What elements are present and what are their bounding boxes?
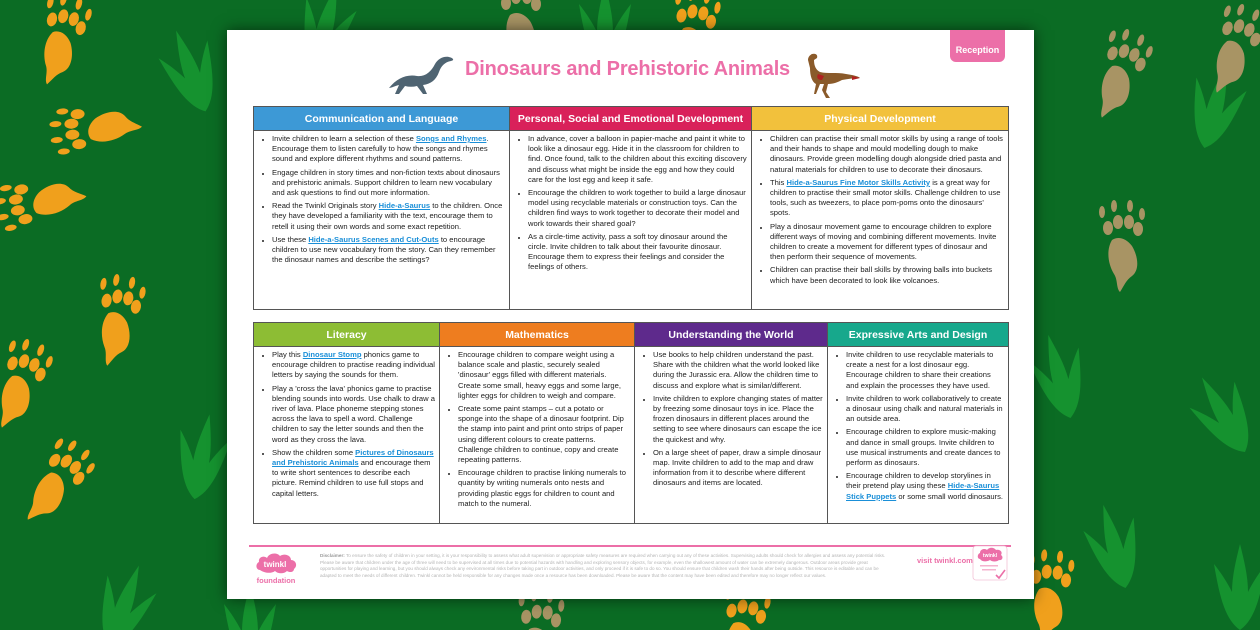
areas-row-2 xyxy=(253,322,1009,524)
activity-item: • Create some paint stamps – cut a potato or sponge into the shape of a dinosaur footprint. Dip the stamp into paint and print onto strips of paper using different colours to create patterns. Challenge children to continue, copy and create repeating patterns. xyxy=(458,404,630,465)
activity-item: • Invite children to explore changing states of matter by freezing some dinosaur toys in ice. Place the frozen dinosaurs in different places around the setting to see where dinosaurs can escape the ice the quickest and why. xyxy=(653,394,823,445)
area-header: Literacy xyxy=(254,323,439,347)
activity-item: • Encourage children to develop storylines in their pretend play using these Hide-a-Saurus Stick Puppets or some small world dinosaurs. xyxy=(846,471,1004,502)
title-row xyxy=(227,52,1034,102)
pictures-of-dinosaurs-link[interactable]: Pictures of Dinosaurs and Prehistoric Animals xyxy=(272,447,434,468)
activity-item: • In advance, cover a balloon in papier-mache and paint it white to look like a dinosaur egg. Hide it in the classroom for children to find. Once found, talk to the children about this exciting discovery and discuss what might be inside the egg and how they could care for the lost egg and keep it safe. xyxy=(528,134,747,185)
document-title: Dinosaurs and Prehistoric Animals xyxy=(465,58,790,80)
activity-item: • Children can practise their small motor skills by using a range of tools and their hands to shape and mould modelling dough to make dinosaurs. Provide green modelling dough alongside dried pasta and natural materials for children to use to decorate their dinosaurs. xyxy=(770,134,1004,175)
area-header: Communication and Language xyxy=(254,107,509,131)
disclaimer-text: Disclaimer: To ensure the safety of children in your setting, it is your responsibility to assess what adult supervision or appropriate safety measures are required when carrying out any of these activities. Supervising adults should check for allergies and assess any potential risks. Please be aware that children under the age of three will need to be supervised at all times due to potential hazards with handling and exploring sensory objects, for example, even the shallowest amount of water can be extremely dangerous. Outdoor areas provide great opportunities for playing and learning, but you should always check any environmental risks before taking part in outdoor activities, and only proceed if it is safe to do so. You should ensure that children wash their hands after being outside. This resource is editable and can be adapted to meet the needs of different children. Twinkl cannot be held responsible for any changes made once a resource has been downloaded. Please be aware that the content may have been edited and therefore may no longer reflect our values. xyxy=(320,553,886,578)
svg-text:foundation: foundation xyxy=(256,576,296,585)
footer-divider xyxy=(249,545,1011,547)
activity-item: • Invite children to work collaboratively to create a dinosaur using chalk and natural materials in an outside area. xyxy=(846,394,1004,425)
areas-row-1 xyxy=(253,106,1009,310)
activity-item: • Read the Twinkl Originals story Hide-a-Saurus to the children. Once they have developed a familiarity with the text, encourage them to retell it using their own words and some exact repetition. xyxy=(272,201,505,232)
svg-text:twinkl: twinkl xyxy=(263,560,287,569)
area-header: Expressive Arts and Design xyxy=(828,323,1008,347)
area-mathematics xyxy=(440,323,635,523)
activity-item: • Encourage children to explore music-making and dance in small groups. Invite children to use musical instruments and create dances to perform as dinosaurs. xyxy=(846,427,1004,468)
activity-item: • This Hide-a-Saurus Fine Motor Skills Activity is a great way for children to practise their small motor skills. Challenge children to use tools, such as tweezers, to place pom-poms onto the dinosaurs' spots. xyxy=(770,178,1004,219)
area-expressive-arts-and-design xyxy=(828,323,1008,523)
activity-item: • Children can practise their ball skills by throwing balls into buckets which have been decorated to look like volcanoes. xyxy=(770,265,1004,285)
area-literacy xyxy=(254,323,440,523)
area-header: Personal, Social and Emotional Development xyxy=(510,107,751,131)
area-header: Physical Development xyxy=(752,107,1008,131)
activity-item: • Show the children some Pictures of Dinosaurs and Prehistoric Animals and encourage them to write short sentences to describe each picture. Remind children to use full stops and capital letters. xyxy=(272,448,435,499)
activity-item: • On a large sheet of paper, draw a simple dinosaur map. Invite children to add to the map and draw information from it to describe where different dinosaurs and items are located. xyxy=(653,448,823,489)
activity-item: • Play a 'cross the lava' phonics game to practise blending sounds into words. Use chalk to draw a river of lava. Place phoneme stepping stones across the lava to spell a word. Challenge children to say the letter sounds and then the word as they cross the lava. xyxy=(272,384,435,445)
scenes-and-cutouts-link[interactable]: Hide-a-Saurus Scenes and Cut-Outs xyxy=(308,234,439,244)
activity-item: • Invite children to use recyclable materials to create a nest for a lost dinosaur egg. Encourage children to share their creations and explain the processes they have used. xyxy=(846,350,1004,391)
area-header: Mathematics xyxy=(440,323,634,347)
visit-twinkl-link[interactable]: visit twinkl.com xyxy=(917,556,973,565)
area-communication-and-language xyxy=(254,107,510,309)
activity-item: • Invite children to learn a selection of these Songs and Rhymes. Encourage them to listen carefully to how the songs and rhymes sound and explore different rhythms and sound patterns. xyxy=(272,134,505,165)
quality-standard-badge xyxy=(972,545,1008,581)
activity-item: • Engage children in story times and non-fiction texts about dinosaurs and prehistoric animals. Support children to learn new vocabulary and ask questions to find out more information. xyxy=(272,168,505,199)
reception-badge: Reception xyxy=(950,30,1005,62)
document-sheet xyxy=(227,30,1034,599)
area-header: Understanding the World xyxy=(635,323,827,347)
activity-item: • Use books to help children understand the past. Share with the children what the world looked like during the Jurassic era. Allow the children time to discuss and explore what is similar/different. xyxy=(653,350,823,391)
twinkl-foundation-logo xyxy=(254,552,304,588)
activity-item: • Play this Dinosaur Stomp phonics game to encourage children to practise reading individual letters by saying the sounds for them. xyxy=(272,350,435,381)
songs-and-rhymes-link[interactable]: Songs and Rhymes xyxy=(415,134,487,143)
hide-a-saurus-link[interactable]: Hide-a-Saurus xyxy=(378,201,431,211)
activity-item: • Encourage children to practise linking numerals to quantity by writing numerals onto nests and providing plastic eggs for children to count and match to the numeral. xyxy=(458,468,630,509)
activity-item: • Encourage children to compare weight using a balance scale and plastic, securely sealed 'dinosaur' eggs filled with different materials. Create some small, heavy eggs and some large, lighter eggs for children to weigh and compare. xyxy=(458,350,630,401)
plesiosaur-icon xyxy=(385,54,457,96)
dinosaur-stomp-link[interactable]: Dinosaur Stomp xyxy=(302,350,362,359)
fine-motor-skills-link[interactable]: Hide-a-Saurus Fine Motor Skills Activity xyxy=(786,177,931,187)
svg-text:twinkl: twinkl xyxy=(982,553,998,559)
activity-item: • Encourage the children to work together to build a large dinosaur model using recyclable materials or construction toys. Can the children find ways to work together to decorate their model and work towards their shared goal? xyxy=(528,188,747,229)
area-personal-social-emotional xyxy=(510,107,752,309)
area-physical-development xyxy=(752,107,1008,309)
area-understanding-the-world xyxy=(635,323,828,523)
activity-item: • Play a dinosaur movement game to encourage children to explore different ways of moving and combining different movements. Invite children to create a movement for different types of dinosaur and then perform their sequence of movements. xyxy=(770,222,1004,263)
stick-puppets-link[interactable]: Hide-a-Saurus Stick Puppets xyxy=(846,481,1000,501)
activity-item: • As a circle-time activity, pass a soft toy dinosaur around the circle. Invite children to talk about their favourite dinosaur. Encourage them to express their feelings and consider the feelings of others. xyxy=(528,232,747,273)
feathered-dinosaur-icon xyxy=(802,52,862,100)
activity-item: • Use these Hide-a-Saurus Scenes and Cut-Outs to encourage children to use new vocabulary from the story. Can they remember the dinosaur names and describe the settings? xyxy=(272,235,505,266)
